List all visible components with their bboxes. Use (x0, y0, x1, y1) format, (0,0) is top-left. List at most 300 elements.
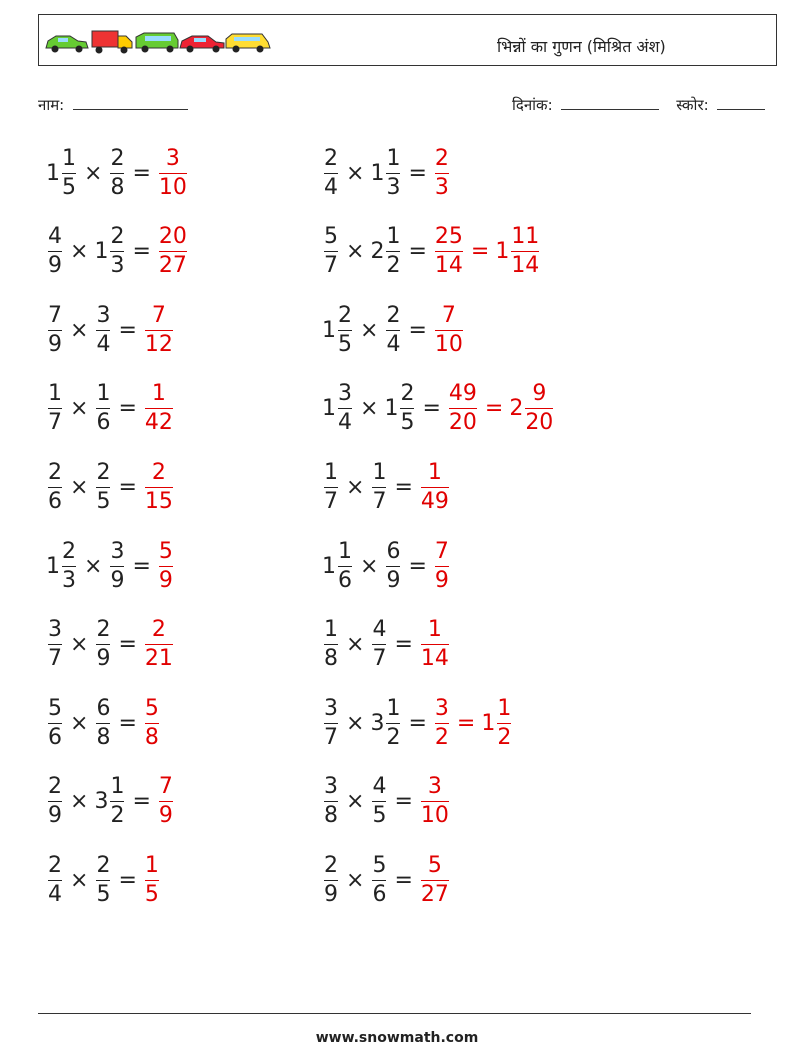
fraction (96, 697, 110, 750)
numerator: 1 (151, 381, 166, 407)
denominator: 6 (96, 410, 111, 436)
times-sign: × (346, 867, 365, 893)
truck-icon (92, 31, 132, 54)
fraction-bar (386, 723, 400, 724)
equals-sign: = (456, 710, 476, 736)
problem-item (322, 295, 465, 365)
fraction (372, 618, 386, 671)
fraction-bar (48, 880, 62, 881)
denominator: 10 (420, 803, 449, 829)
numerator: 1 (372, 459, 387, 485)
numerator: 5 (372, 852, 387, 878)
fraction-bar (96, 408, 110, 409)
numerator: 7 (434, 538, 449, 564)
fraction-bar (110, 566, 124, 567)
times-sign: × (70, 789, 89, 815)
numerator: 2 (324, 145, 338, 171)
fraction-bar (497, 723, 511, 724)
fraction (324, 225, 338, 278)
numerator: 4 (372, 774, 387, 800)
fraction (110, 147, 124, 200)
fraction-bar (421, 487, 449, 488)
problem-item (322, 610, 451, 680)
score-label: स्कोर: (676, 96, 709, 114)
equals-sign: = (408, 239, 427, 265)
numerator: 1 (427, 617, 442, 643)
fraction-bar (159, 251, 187, 252)
fraction-bar (62, 173, 76, 174)
denominator: 4 (324, 174, 338, 200)
numerator: 3 (324, 695, 338, 721)
denominator: 4 (386, 331, 401, 357)
numerator: 1 (386, 695, 401, 721)
numerator: 1 (96, 381, 111, 407)
answer (143, 854, 161, 907)
answer (419, 618, 451, 671)
answer (433, 147, 451, 200)
fraction (48, 697, 62, 750)
fraction (324, 775, 338, 828)
denominator: 9 (434, 567, 449, 593)
fraction-bar (110, 173, 124, 174)
fraction (372, 775, 386, 828)
numerator: 9 (532, 381, 547, 407)
fraction (324, 461, 338, 514)
equals-sign: = (118, 867, 137, 893)
problem-item (322, 217, 541, 287)
answer (447, 382, 555, 435)
equals-sign: = (118, 317, 137, 343)
equals-sign: = (118, 396, 137, 422)
numerator: 5 (427, 852, 442, 878)
denominator: 5 (372, 803, 387, 829)
numerator: 2 (96, 852, 111, 878)
score-blank[interactable] (717, 95, 765, 110)
problem-item (322, 138, 451, 208)
whole-number: 3 (370, 710, 385, 736)
whole-number: 1 (495, 239, 510, 265)
numerator: 2 (386, 302, 401, 328)
problem-item (322, 531, 451, 601)
times-sign: × (360, 317, 379, 343)
numerator: 1 (48, 381, 62, 407)
numerator: 1 (324, 459, 338, 485)
denominator: 4 (96, 331, 111, 357)
fraction (110, 775, 124, 828)
fraction-bar (324, 173, 338, 174)
answer (143, 382, 175, 435)
fraction (400, 382, 414, 435)
numerator: 5 (144, 695, 159, 721)
times-sign: × (84, 160, 103, 186)
problem-item (46, 217, 189, 287)
fraction (386, 304, 400, 357)
denominator: 2 (386, 253, 401, 279)
fraction (48, 854, 62, 907)
numerator: 7 (151, 302, 166, 328)
numerator: 1 (338, 538, 352, 564)
fraction-bar (372, 880, 386, 881)
fraction-bar (525, 408, 553, 409)
fraction-bar (48, 801, 62, 802)
denominator: 2 (497, 724, 512, 750)
fraction (421, 618, 449, 671)
fraction (62, 540, 76, 593)
denominator: 7 (324, 488, 338, 514)
numerator: 7 (158, 774, 173, 800)
times-sign: × (346, 474, 365, 500)
fraction (48, 225, 62, 278)
fraction-bar (421, 880, 449, 881)
fraction-bar (145, 644, 173, 645)
numerator: 2 (48, 774, 62, 800)
fraction (435, 304, 463, 357)
equals-sign: = (132, 553, 151, 579)
equals-sign: = (470, 239, 490, 265)
fraction-bar (324, 801, 338, 802)
answer (157, 147, 189, 200)
numerator: 2 (110, 224, 125, 250)
name-blank[interactable] (73, 95, 188, 110)
equals-sign: = (394, 474, 413, 500)
fraction-bar (48, 723, 62, 724)
vehicles-illustration (44, 28, 274, 56)
problem-item (46, 531, 175, 601)
fraction-bar (145, 723, 159, 724)
numerator: 11 (511, 224, 540, 250)
header-box (38, 14, 777, 66)
footer-url: www.snowmath.com (315, 1030, 479, 1046)
fraction-bar (48, 644, 62, 645)
fraction-bar (324, 880, 338, 881)
numerator: 25 (434, 224, 463, 250)
denominator: 7 (48, 410, 62, 436)
answer (157, 225, 189, 278)
equals-sign: = (118, 632, 137, 658)
fraction-bar (338, 408, 352, 409)
numerator: 3 (165, 145, 180, 171)
fraction-bar (435, 330, 463, 331)
denominator: 5 (400, 410, 415, 436)
numerator: 6 (386, 538, 401, 564)
numerator: 1 (62, 145, 76, 171)
fraction-bar (435, 173, 449, 174)
fraction (110, 540, 124, 593)
numerator: 7 (48, 302, 62, 328)
yellow-van-icon (226, 34, 270, 53)
fraction (96, 854, 110, 907)
fraction (159, 147, 187, 200)
denominator: 6 (48, 724, 62, 750)
whole-number: 1 (322, 317, 336, 343)
denominator: 9 (96, 646, 111, 672)
fraction-bar (110, 251, 124, 252)
answer (419, 854, 451, 907)
numerator: 4 (372, 617, 387, 643)
denominator: 5 (144, 881, 159, 907)
fraction (110, 225, 124, 278)
fraction-bar (96, 723, 110, 724)
numerator: 3 (324, 774, 338, 800)
fraction (511, 225, 539, 278)
car-icon (46, 36, 88, 53)
fraction (435, 697, 449, 750)
problem-item (46, 374, 175, 444)
numerator: 1 (324, 617, 338, 643)
numerator: 2 (96, 459, 111, 485)
answer (433, 697, 513, 750)
fraction (159, 775, 173, 828)
numerator: 4 (48, 224, 62, 250)
numerator: 2 (96, 617, 111, 643)
problem-item (322, 688, 513, 758)
times-sign: × (70, 710, 89, 736)
fraction-bar (386, 173, 400, 174)
denominator: 8 (324, 803, 338, 829)
numerator: 5 (48, 695, 62, 721)
fraction (421, 775, 449, 828)
fraction (435, 540, 449, 593)
fraction (386, 147, 400, 200)
date-blank[interactable] (561, 95, 659, 110)
numerator: 3 (96, 302, 111, 328)
fraction (525, 382, 553, 435)
equals-sign: = (422, 396, 441, 422)
denominator: 14 (511, 253, 540, 279)
denominator: 9 (386, 567, 401, 593)
fraction-bar (96, 487, 110, 488)
numerator: 2 (151, 459, 166, 485)
numerator: 1 (110, 774, 125, 800)
denominator: 4 (48, 881, 62, 907)
numerator: 3 (434, 695, 449, 721)
fraction (435, 225, 463, 278)
denominator: 9 (110, 567, 125, 593)
denominator: 49 (420, 488, 449, 514)
numerator: 2 (48, 852, 62, 878)
answer (143, 461, 175, 514)
denominator: 7 (48, 646, 62, 672)
numerator: 2 (434, 145, 449, 171)
times-sign: × (360, 553, 379, 579)
equals-sign: = (408, 317, 427, 343)
denominator: 8 (110, 174, 125, 200)
whole-number: 1 (322, 553, 336, 579)
fraction-bar (338, 566, 352, 567)
denominator: 8 (144, 724, 159, 750)
whole-number: 2 (370, 239, 385, 265)
van-icon (136, 33, 178, 53)
numerator: 2 (110, 145, 125, 171)
problem-item (46, 295, 175, 365)
fraction-bar (435, 723, 449, 724)
denominator: 9 (158, 803, 173, 829)
denominator: 3 (110, 253, 125, 279)
fraction-bar (96, 330, 110, 331)
numerator: 5 (324, 224, 338, 250)
denominator: 4 (338, 410, 352, 436)
fraction-bar (110, 801, 124, 802)
whole-number: 3 (94, 789, 109, 815)
denominator: 20 (448, 410, 477, 436)
equals-sign: = (118, 710, 137, 736)
times-sign: × (346, 160, 365, 186)
denominator: 8 (324, 646, 338, 672)
problem-item (46, 610, 175, 680)
denominator: 12 (144, 331, 173, 357)
date-label: दिनांक: (512, 96, 553, 114)
times-sign: × (346, 789, 365, 815)
times-sign: × (70, 474, 89, 500)
fraction-bar (421, 801, 449, 802)
answer (143, 304, 175, 357)
answer (157, 540, 175, 593)
denominator: 3 (386, 174, 401, 200)
denominator: 2 (434, 724, 449, 750)
answer (433, 304, 465, 357)
whole-number: 2 (509, 396, 524, 422)
fraction-bar (372, 487, 386, 488)
denominator: 6 (338, 567, 352, 593)
name-label: नाम: (38, 96, 65, 114)
numerator: 6 (96, 695, 111, 721)
denominator: 9 (48, 803, 62, 829)
fraction (324, 697, 338, 750)
problem-item (46, 452, 175, 522)
problem-item (46, 845, 161, 915)
numerator: 7 (441, 302, 456, 328)
denominator: 5 (338, 331, 352, 357)
fraction (338, 540, 352, 593)
fraction (386, 697, 400, 750)
date-score-fields (512, 95, 765, 115)
fraction (435, 147, 449, 200)
fraction (324, 854, 338, 907)
numerator: 2 (48, 459, 62, 485)
fraction-bar (145, 330, 173, 331)
times-sign: × (346, 239, 365, 265)
name-field[interactable] (38, 95, 188, 115)
numerator: 3 (338, 381, 352, 407)
times-sign: × (346, 710, 365, 736)
fraction (338, 304, 352, 357)
fraction (497, 697, 511, 750)
answer (143, 697, 161, 750)
denominator: 10 (158, 174, 187, 200)
answer (157, 775, 175, 828)
numerator: 2 (338, 302, 352, 328)
equals-sign: = (408, 710, 427, 736)
answer (143, 618, 175, 671)
fraction (145, 697, 159, 750)
equals-sign: = (118, 474, 137, 500)
worksheet-title: भिन्नों का गुणन (मिश्रित अंश) (497, 37, 666, 56)
fraction-bar (96, 644, 110, 645)
denominator: 5 (96, 881, 111, 907)
denominator: 2 (110, 803, 125, 829)
denominator: 7 (372, 488, 387, 514)
times-sign: × (70, 317, 89, 343)
problem-item (46, 767, 175, 837)
numerator: 3 (110, 538, 125, 564)
footer-divider (38, 1013, 751, 1014)
denominator: 5 (96, 488, 111, 514)
equals-sign: = (394, 632, 413, 658)
equals-sign: = (394, 867, 413, 893)
fraction (324, 618, 338, 671)
numerator: 2 (151, 617, 166, 643)
fraction (159, 540, 173, 593)
denominator: 7 (372, 646, 387, 672)
fraction-bar (435, 251, 463, 252)
times-sign: × (70, 632, 89, 658)
denominator: 3 (62, 567, 76, 593)
denominator: 14 (420, 646, 449, 672)
fraction (145, 461, 173, 514)
denominator: 7 (324, 253, 338, 279)
numerator: 1 (144, 852, 159, 878)
numerator: 1 (386, 224, 401, 250)
fraction-bar (96, 880, 110, 881)
fraction (324, 147, 338, 200)
times-sign: × (70, 239, 89, 265)
numerator: 1 (497, 695, 512, 721)
numerator: 1 (386, 145, 401, 171)
equals-sign: = (132, 239, 151, 265)
denominator: 9 (48, 331, 62, 357)
fraction (48, 775, 62, 828)
equals-sign: = (394, 789, 413, 815)
fraction-bar (62, 566, 76, 567)
fraction (145, 304, 173, 357)
fraction (145, 854, 159, 907)
denominator: 9 (324, 881, 338, 907)
fraction-bar (48, 330, 62, 331)
denominator: 7 (324, 724, 338, 750)
fraction (96, 618, 110, 671)
denominator: 10 (434, 331, 463, 357)
fraction (48, 382, 62, 435)
denominator: 9 (158, 567, 173, 593)
fraction (62, 147, 76, 200)
whole-number: 1 (94, 239, 109, 265)
fraction-bar (511, 251, 539, 252)
fraction (48, 461, 62, 514)
fraction (48, 618, 62, 671)
fraction (338, 382, 352, 435)
fraction (421, 854, 449, 907)
fraction-bar (386, 330, 400, 331)
fraction (372, 854, 386, 907)
denominator: 15 (144, 488, 173, 514)
fraction-bar (48, 251, 62, 252)
denominator: 6 (48, 488, 62, 514)
answer (419, 775, 451, 828)
fraction-bar (48, 487, 62, 488)
equals-sign: = (408, 553, 427, 579)
fraction-bar (324, 251, 338, 252)
numerator: 3 (48, 617, 62, 643)
fraction-bar (159, 173, 187, 174)
denominator: 14 (434, 253, 463, 279)
problem-item (322, 374, 555, 444)
denominator: 42 (144, 410, 173, 436)
fraction-bar (159, 566, 173, 567)
fraction (96, 304, 110, 357)
times-sign: × (360, 396, 379, 422)
fraction-bar (145, 408, 173, 409)
times-sign: × (346, 632, 365, 658)
